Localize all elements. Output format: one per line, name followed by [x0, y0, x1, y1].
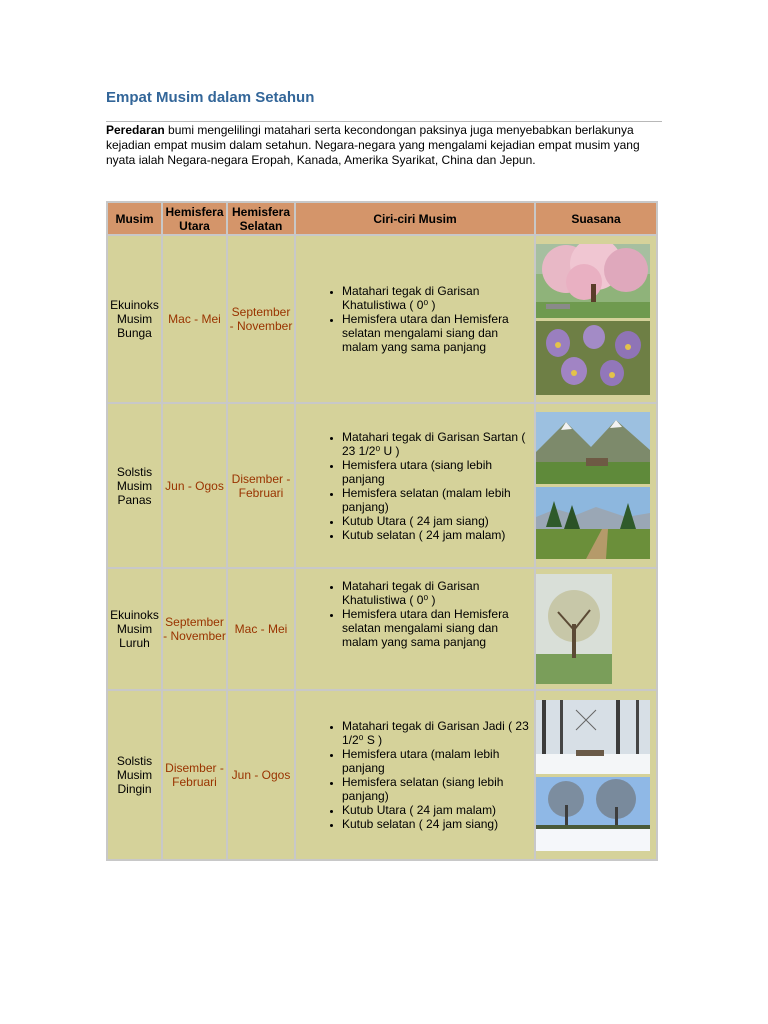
photos-cell [536, 404, 656, 567]
summer-path-photo [536, 487, 656, 559]
intro-bold: Peredaran [106, 123, 165, 137]
characteristics-cell [296, 569, 534, 689]
winter-forest-photo [536, 700, 656, 774]
header-musim: Musim [108, 203, 161, 234]
table-row [108, 404, 656, 567]
list-item: • Hemisfera utara (siang lebih panjang [342, 458, 534, 486]
selatan-cell: September - November [228, 236, 294, 402]
list-item: • Matahari tegak di Garisan Sartan ( 23 1/2⁰ U ) [342, 430, 534, 458]
list-item: • Matahari tegak di Garisan Khatulistiwa ( 0⁰ ) [342, 579, 534, 607]
utara-cell: Mac - Mei [163, 236, 226, 402]
header-suasana: Suasana [536, 203, 656, 234]
table-row [108, 236, 656, 402]
list-item: • Kutub selatan ( 24 jam malam) [342, 528, 534, 542]
utara-cell: September - November [163, 569, 226, 689]
season-cell: Ekuinoks Musim Luruh [108, 569, 161, 689]
characteristics-cell [296, 404, 534, 567]
table-header-row [108, 203, 656, 234]
utara-cell: Disember - Februari [163, 691, 226, 859]
photos-cell [536, 569, 656, 689]
spring-crocus-photo [536, 321, 656, 395]
table-row [108, 569, 656, 689]
page-title: Empat Musim dalam Setahun [106, 89, 315, 106]
list-item: • Kutub Utara ( 24 jam siang) [342, 514, 534, 528]
photos-cell [536, 691, 656, 859]
summer-valley-photo [536, 412, 656, 484]
autumn-tree-photo [536, 574, 656, 684]
season-cell: Solstis Musim Panas [108, 404, 161, 567]
selatan-cell: Mac - Mei [228, 569, 294, 689]
list-item: • Kutub Utara ( 24 jam malam) [342, 803, 534, 817]
header-ciri: Ciri-ciri Musim [296, 203, 534, 234]
season-cell: Ekuinoks Musim Bunga [108, 236, 161, 402]
selatan-cell: Disember - Februari [228, 404, 294, 567]
winter-field-photo [536, 777, 656, 851]
photos-cell [536, 236, 656, 402]
list-item: • Kutub selatan ( 24 jam siang) [342, 817, 534, 831]
list-item: • Hemisfera utara dan Hemisfera selatan mengalami siang dan malam yang sama panjang [342, 312, 534, 354]
intro-paragraph [106, 123, 666, 168]
list-item: • Matahari tegak di Garisan Jadi ( 23 1/2⁰ S ) [342, 719, 534, 747]
seasons-table [106, 201, 658, 861]
header-utara: Hemisfera Utara [163, 203, 226, 234]
selatan-cell: Jun - Ogos [228, 691, 294, 859]
list-item: • Hemisfera selatan (siang lebih panjang) [342, 775, 534, 803]
list-item: • Matahari tegak di Garisan Khatulistiwa ( 0⁰ ) [342, 284, 534, 312]
spring-blossom-photo [536, 244, 656, 318]
list-item: • Hemisfera utara dan Hemisfera selatan mengalami siang dan malam yang sama panjang [342, 607, 534, 649]
characteristics-cell [296, 236, 534, 402]
list-item: • Hemisfera selatan (malam lebih panjang) [342, 486, 534, 514]
utara-cell: Jun - Ogos [163, 404, 226, 567]
header-selatan: Hemisfera Selatan [228, 203, 294, 234]
characteristics-cell [296, 691, 534, 859]
list-item: • Hemisfera utara (malam lebih panjang [342, 747, 534, 775]
table-row [108, 691, 656, 859]
title-divider [106, 121, 662, 122]
intro-text: bumi mengelilingi matahari serta kecondongan paksinya juga menyebabkan berlakunya kejadian empat musim dalam setahun. Negara-negara yang mengalami kejadian empat musim yang nyata ialah Negara-negara Eropah, Kanada, Amerika Syarikat, China dan Jepun. [106, 123, 640, 167]
season-cell: Solstis Musim Dingin [108, 691, 161, 859]
